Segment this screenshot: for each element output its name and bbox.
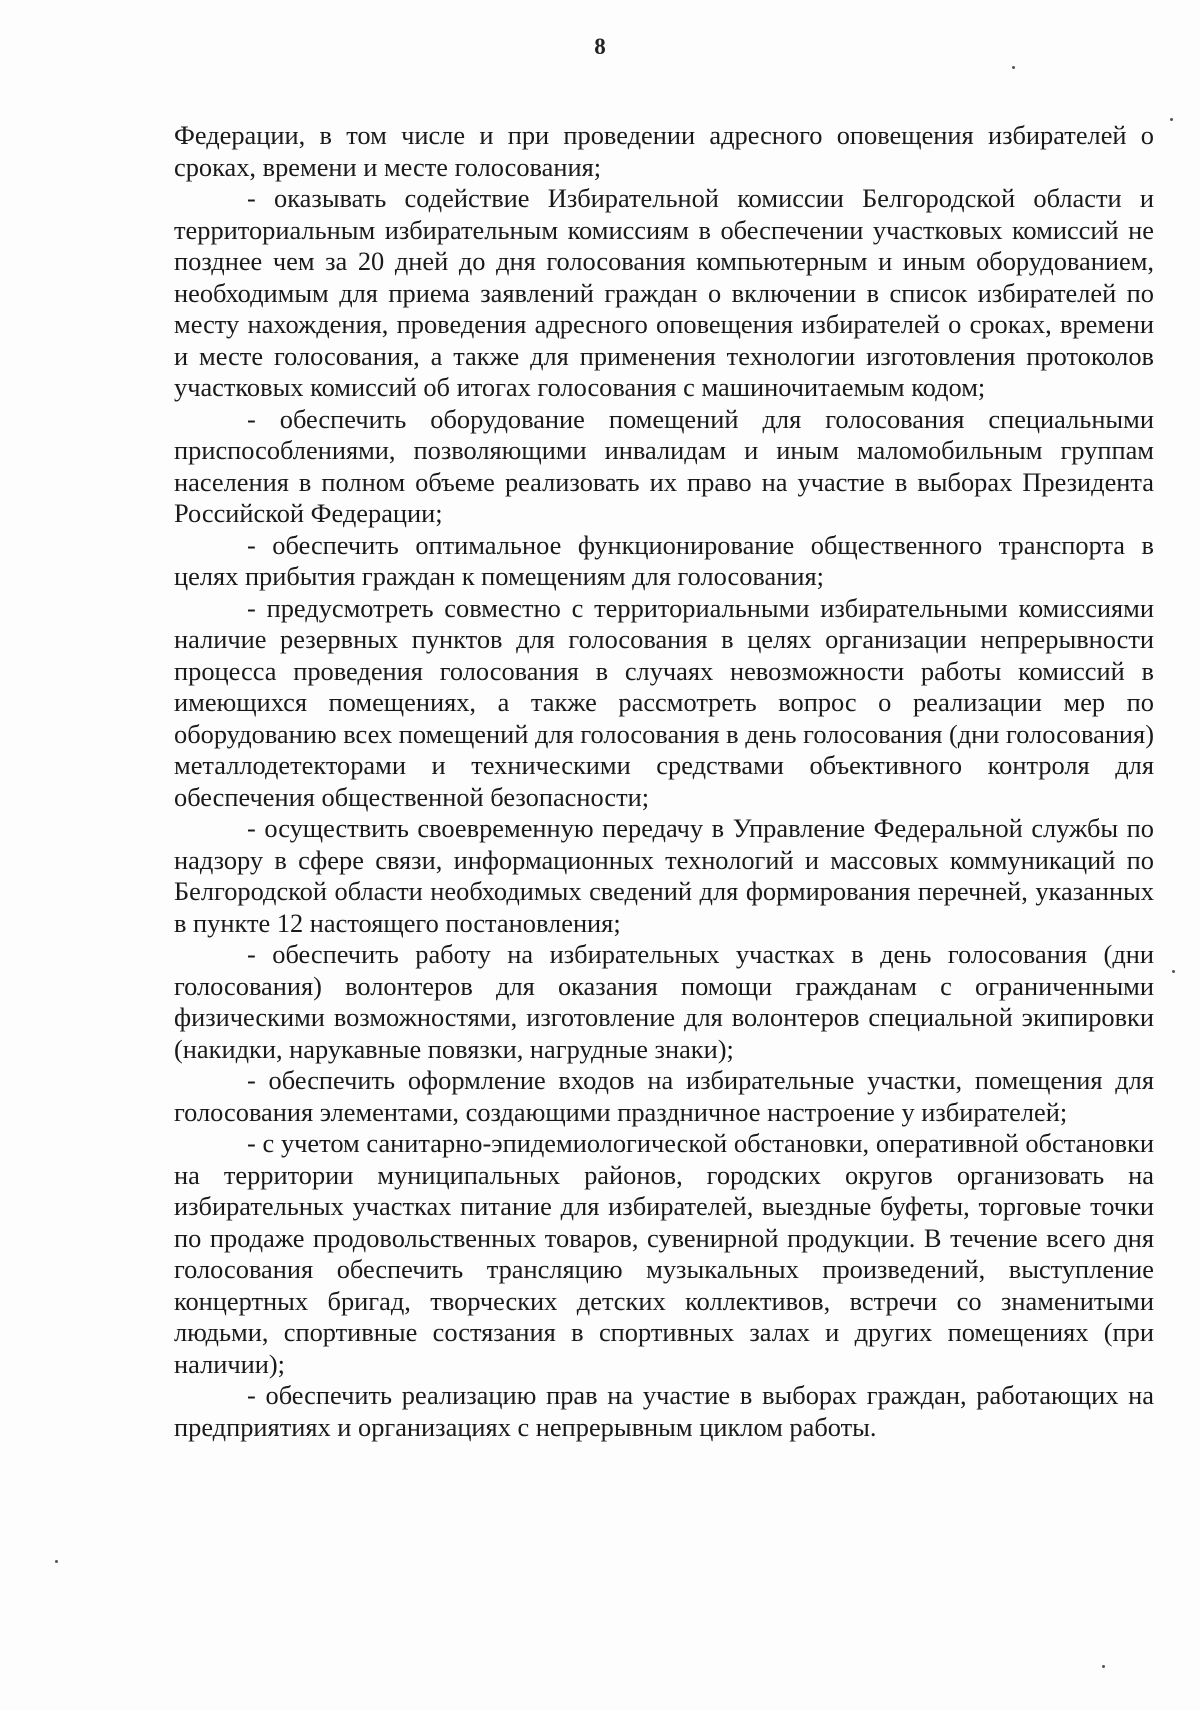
list-item: - обеспечить работу на избирательных участках в день голосования (дни голосования) волонтеров для оказания помощи гражданам с ограниченными физическими возможностями, изготовление для волонтеров специальной экипировки (накидки, нарукавные повязки, нагрудные знаки); xyxy=(174,939,1154,1064)
page-number: 8 xyxy=(594,34,606,59)
list-item: - оказывать содействие Избирательной комиссии Белгородской области и территориальным избирательным комиссиям в обеспечении участковых комиссий не позднее чем за 20 дней до дня голосования компьютерным и иным оборудованием, необходимым для приема заявлений граждан о включении в список избирателей по месту нахождения, проведения адресного оповещения избирателей о сроках, времени и месте голосования, а также для применения технологии изготовления протоколов участковых комиссий об итогах голосования с машиночитаемым кодом; xyxy=(174,183,1154,402)
scan-speck xyxy=(1102,1665,1105,1668)
list-item: - обеспечить оформление входов на избирательные участки, помещения для голосования элементами, создающими праздничное настроение у избирателей; xyxy=(174,1065,1154,1127)
list-item: - предусмотреть совместно с территориальными избирательными комиссиями наличие резервных пунктов для голосования в целях организации непрерывности процесса проведения голосования в случаях невозможности работы комиссий в имеющихся помещениях, а также рассмотреть вопрос о реализации мер по оборудованию всех помещений для голосования в день голосования (дни голосования) металлодетекторами и техническими средствами объективного контроля для обеспечения общественной безопасности; xyxy=(174,592,1154,812)
list-item: - обеспечить оборудование помещений для голосования специальными приспособлениями, позволяющими инвалидам и иным маломобильным группам населения в полном объеме реализовать их право на участие в выборах Президента Российской Федерации; xyxy=(174,403,1154,528)
scan-speck xyxy=(1172,970,1175,973)
list-item: - обеспечить реализацию прав на участие в выборах граждан, работающих на предприятиях и организациях с непрерывным циклом работы. xyxy=(174,1380,1154,1442)
paragraph-continuation: Федерации, в том числе и при проведении адресного оповещения избирателей о сроках, времени и месте голосования; xyxy=(174,120,1154,182)
scan-speck xyxy=(1012,66,1015,69)
list-item: - осуществить своевременную передачу в Управление Федеральной службы по надзору в сфере связи, информационных технологий и массовых коммуникаций по Белгородской области необходимых сведений для формирования перечней, указанных в пункте 12 настоящего постановления; xyxy=(174,813,1154,938)
scan-speck xyxy=(1170,118,1173,121)
list-item: - обеспечить оптимальное функционирование общественного транспорта в целях прибытия граждан к помещениям для голосования; xyxy=(174,529,1154,591)
document-body xyxy=(174,120,1154,1443)
list-item: - с учетом санитарно-эпидемиологической обстановки, оперативной обстановки на территории муниципальных районов, городских округов организовать на избирательных участках питание для избирателей, выездные буфеты, торговые точки по продаже продовольственных товаров, сувенирной продукции. В течение всего дня голосования обеспечить трансляцию музыкальных произведений, выступление концертных бригад, творческих детских коллективов, встречи со знаменитыми людьми, спортивные состязания в спортивных залах и других помещениях (при наличии); xyxy=(174,1128,1154,1379)
scan-speck xyxy=(55,1560,58,1563)
